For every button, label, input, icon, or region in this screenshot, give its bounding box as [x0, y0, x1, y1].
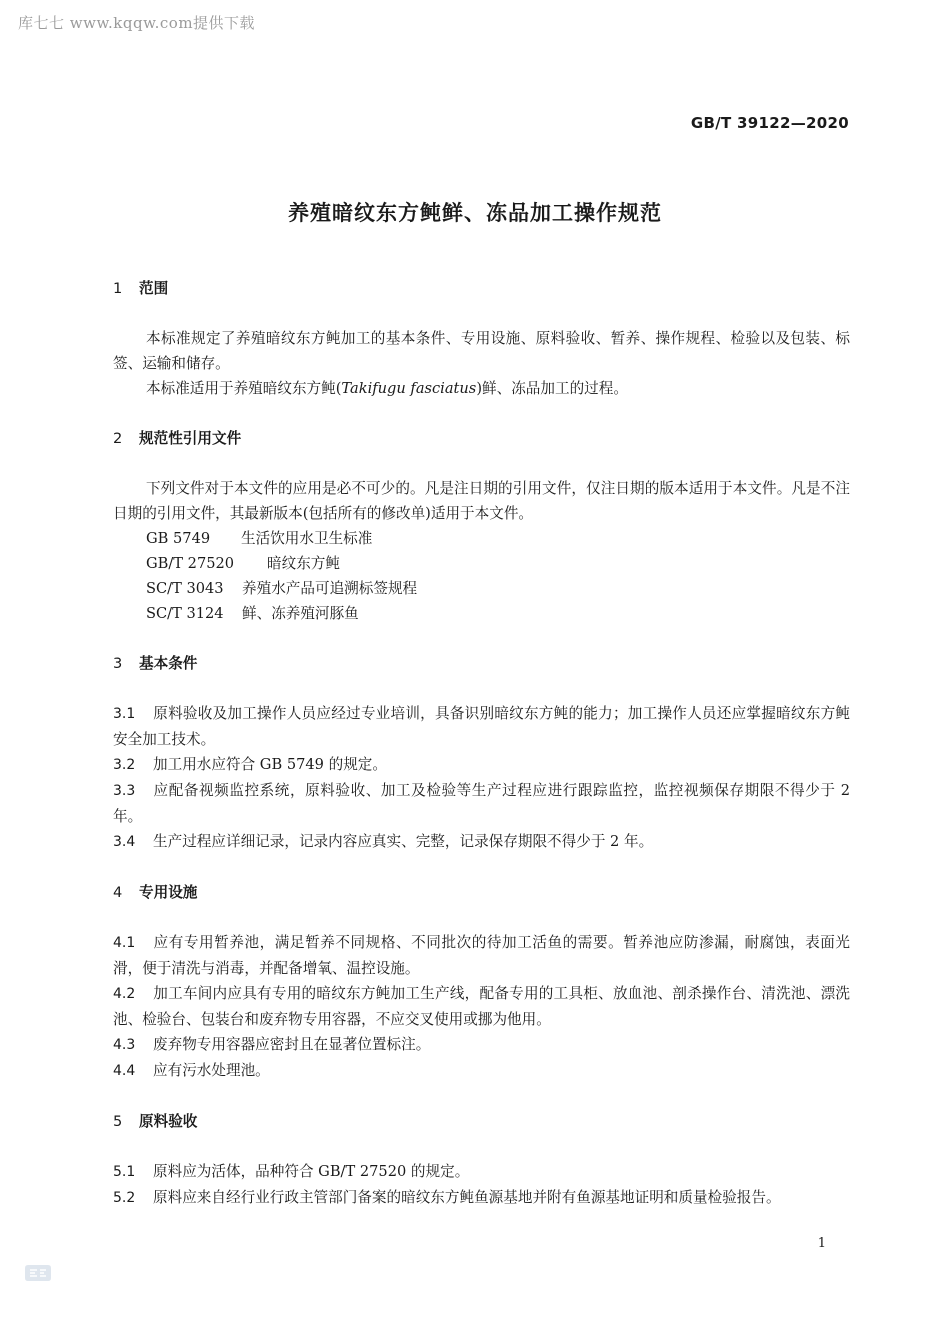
document-body [113, 276, 850, 1211]
clause-number: 5.2 [113, 1190, 136, 1206]
clause-text: 应有专用暂养池，满足暂养不同规格、不同批次的待加工活鱼的需要。暂养池应防渗漏，耐腐蚀，表面光滑，便于清洗与消毒，并配备增氧、温控设施。 [113, 934, 850, 977]
clause-number: 4.1 [113, 935, 136, 951]
clause-number: 3.2 [113, 757, 136, 773]
clause-text: 加工车间内应具有专用的暗纹东方鲀加工生产线，配备专用的工具柜、放血池、剖杀操作台、清洗池、漂洗池、检验台、包装台和废弃物专用容器，不应交叉使用或挪为他用。 [113, 985, 850, 1028]
species-name: Takifugu fasciatus [341, 380, 477, 397]
section-number: 1 [113, 280, 123, 297]
clause-text: 生产过程应详细记录，记录内容应真实、完整，记录保存期限不得少于 2 年。 [153, 833, 654, 850]
section-number: 3 [113, 655, 123, 672]
reference-title: 暗纹东方鲀 [267, 555, 340, 572]
reference-item [113, 526, 850, 551]
reference-code: SC/T 3124 [146, 605, 224, 622]
standard-number: GB/T 39122—2020 [690, 114, 849, 132]
scope-paragraph: 本标准规定了养殖暗纹东方鲀加工的基本条件、专用设施、原料验收、暂养、操作规程、检验以及包装、标签、运输和储存。 [113, 330, 850, 372]
clause [113, 1058, 850, 1084]
section-heading-raw-material-acceptance [113, 1109, 850, 1134]
clause-number: 4.3 [113, 1037, 136, 1053]
document-title: 养殖暗纹东方鲀鲜、冻品加工操作规范 [288, 201, 662, 225]
clause [113, 1032, 850, 1058]
sac-logo-icon [24, 1262, 52, 1284]
clause [113, 829, 850, 855]
clause-text: 应配备视频监控系统，原料验收、加工及检验等生产过程应进行跟踪监控，监控视频保存期限不得少于 2 年。 [113, 782, 850, 825]
clause-text: 原料应来自经行业行政主管部门备案的暗纹东方鲀鱼源基地并附有鱼源基地证明和质量检验报告。 [153, 1189, 781, 1206]
section-number: 2 [113, 430, 123, 447]
section-title: 规范性引用文件 [139, 430, 242, 447]
clause-text: 原料验收及加工操作人员应经过专业培训，具备识别暗纹东方鲀的能力；加工操作人员还应掌握暗纹东方鲀安全加工技术。 [113, 705, 850, 748]
section-number: 4 [113, 884, 123, 901]
references-intro-paragraph: 下列文件对于本文件的应用是必不可少的。凡是注日期的引用文件，仅注日期的版本适用于本文件。凡是不注日期的引用文件，其最新版本(包括所有的修改单)适用于本文件。 [113, 480, 850, 522]
section-heading-special-facilities [113, 880, 850, 905]
section-title: 基本条件 [139, 655, 198, 672]
section-heading-scope [113, 276, 850, 301]
section-number: 5 [113, 1113, 123, 1130]
text-span: )鲜、冻品加工的过程。 [476, 380, 628, 397]
clause-number: 3.4 [113, 834, 136, 850]
clause [113, 778, 850, 829]
clause [113, 752, 850, 778]
clause [113, 1185, 850, 1211]
reference-item [113, 601, 850, 626]
scope-applicability-paragraph [113, 376, 850, 401]
clause [113, 930, 850, 981]
reference-title: 鲜、冻养殖河豚鱼 [242, 605, 359, 622]
page-number: 1 [817, 1236, 826, 1251]
section-title: 范围 [139, 280, 169, 297]
reference-title: 养殖水产品可追溯标签规程 [242, 580, 418, 597]
watermark-text: 库七七 www.kqqw.com提供下载 [18, 14, 256, 32]
section-title: 专用设施 [139, 884, 198, 901]
clause [113, 1159, 850, 1185]
reference-item [113, 551, 850, 576]
reference-title: 生活饮用水卫生标准 [241, 530, 373, 547]
reference-code: SC/T 3043 [146, 580, 224, 597]
section-heading-basic-conditions [113, 651, 850, 676]
clause [113, 701, 850, 752]
section-heading-normative-references [113, 426, 850, 451]
text-span: 本标准适用于养殖暗纹东方鲀( [146, 380, 342, 397]
clause-number: 3.3 [113, 783, 136, 799]
reference-code: GB/T 27520 [146, 555, 235, 572]
section-title: 原料验收 [139, 1113, 198, 1130]
clause [113, 981, 850, 1032]
clause-text: 废弃物专用容器应密封且在显著位置标注。 [153, 1036, 431, 1053]
clause-number: 4.2 [113, 986, 136, 1002]
clause-text: 原料应为活体，品种符合 GB/T 27520 的规定。 [153, 1163, 470, 1180]
clause-number: 5.1 [113, 1164, 136, 1180]
reference-code: GB 5749 [146, 530, 211, 547]
clause-text: 加工用水应符合 GB 5749 的规定。 [153, 756, 387, 773]
clause-number: 3.1 [113, 706, 136, 722]
clause-text: 应有污水处理池。 [153, 1062, 270, 1079]
clause-number: 4.4 [113, 1063, 136, 1079]
reference-item [113, 576, 850, 601]
